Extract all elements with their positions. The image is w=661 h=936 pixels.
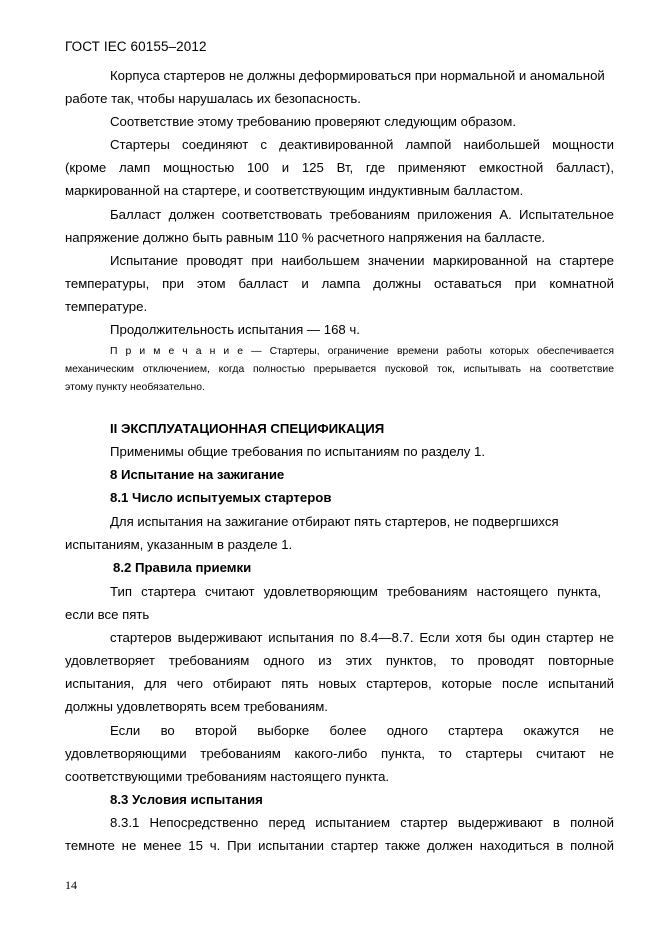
paragraph-line: Балласт должен соответствовать требованиям приложения А. Испытательное [110, 207, 614, 222]
paragraph-line: работе так, чтобы нарушалась их безопасность. [65, 91, 361, 106]
clause-heading-8-3: 8.3 Условия испытания [110, 792, 263, 807]
paragraph-line: испытаниям, указанным в разделе 1. [65, 537, 293, 552]
paragraph-line: температуре. [65, 299, 148, 314]
paragraph-line: стартеров выдерживают испытания по 8.4—8.7. Если хотя бы один стартер не [110, 630, 614, 645]
note-line: механическим отключением, когда полностью прерывается пусковой ток, испытывать на соответствие [65, 364, 614, 375]
paragraph-line: 8.3.1 Непосредственно перед испытанием стартер выдерживают в полной [110, 815, 614, 830]
paragraph-line: соответствующими требованиям настоящего пункта. [65, 769, 390, 784]
clause-heading-8-2: 8.2 Правила приемки [113, 560, 252, 575]
paragraph-line: Для испытания на зажигание отбирают пять стартеров, не подвергшихся [110, 514, 559, 529]
paragraph-line: Тип стартера считают удовлетворяющим требованиям настоящего пункта, [110, 584, 601, 599]
paragraph-line: удовлетворяет требованиям одного из этих пунктов, то проводят повторные [65, 653, 614, 668]
paragraph-line: Стартеры соединяют с деактивированной лампой наибольшей мощности [110, 137, 614, 152]
paragraph-line: испытания, для чего отбирают пять новых стартеров, которые после испытаний [65, 676, 614, 691]
paragraph-line: должны удовлетворять всем требованиям. [65, 699, 328, 714]
note-line: этому пункту необязательно. [65, 382, 205, 393]
section-heading: II ЭКСПЛУАТАЦИОННАЯ СПЕЦИФИКАЦИЯ [110, 421, 385, 436]
paragraph-line: Продолжительность испытания — 168 ч. [110, 322, 360, 337]
paragraph-line: (кроме ламп мощностью 100 и 125 Вт, где применяют емкостной балласт), [65, 160, 614, 175]
paragraph-line: Испытание проводят при наибольшем значении маркированной на стартере [110, 253, 614, 268]
clause-heading-8-1: 8.1 Число испытуемых стартеров [110, 490, 332, 505]
paragraph-line: Применимы общие требования по испытаниям по разделу 1. [110, 444, 486, 459]
paragraph-line: Если во второй выборке более одного стартера окажутся не [110, 723, 614, 738]
paragraph-line: Соответствие этому требованию проверяют следующим образом. [110, 114, 517, 129]
paragraph-line: Корпуса стартеров не должны деформироваться при нормальной и аномальной [110, 68, 605, 83]
paragraph-line: маркированной на стартере, и соответствующим индуктивным балластом. [65, 183, 524, 198]
paragraph-line: напряжение должно быть равным 110 % расчетного напряжения на балласте. [65, 230, 546, 245]
document-header: ГОСТ IEC 60155–2012 [65, 39, 207, 54]
page-number: 14 [65, 878, 77, 892]
paragraph-line: температуры, при этом балласт и лампа должны оставаться при комнатной [65, 276, 614, 291]
note-line: П р и м е ч а н и е — Стартеры, ограничение времени работы которых обеспечивается [110, 346, 614, 357]
paragraph-line: удовлетворяющими требованиям какого-либо пункта, то стартеры считают не [65, 746, 614, 761]
clause-heading-8: 8 Испытание на зажигание [110, 467, 285, 482]
paragraph-line: если все пять [65, 607, 150, 622]
paragraph-line: темноте не менее 15 ч. При испытании стартер также должен находиться в полной [65, 838, 614, 853]
